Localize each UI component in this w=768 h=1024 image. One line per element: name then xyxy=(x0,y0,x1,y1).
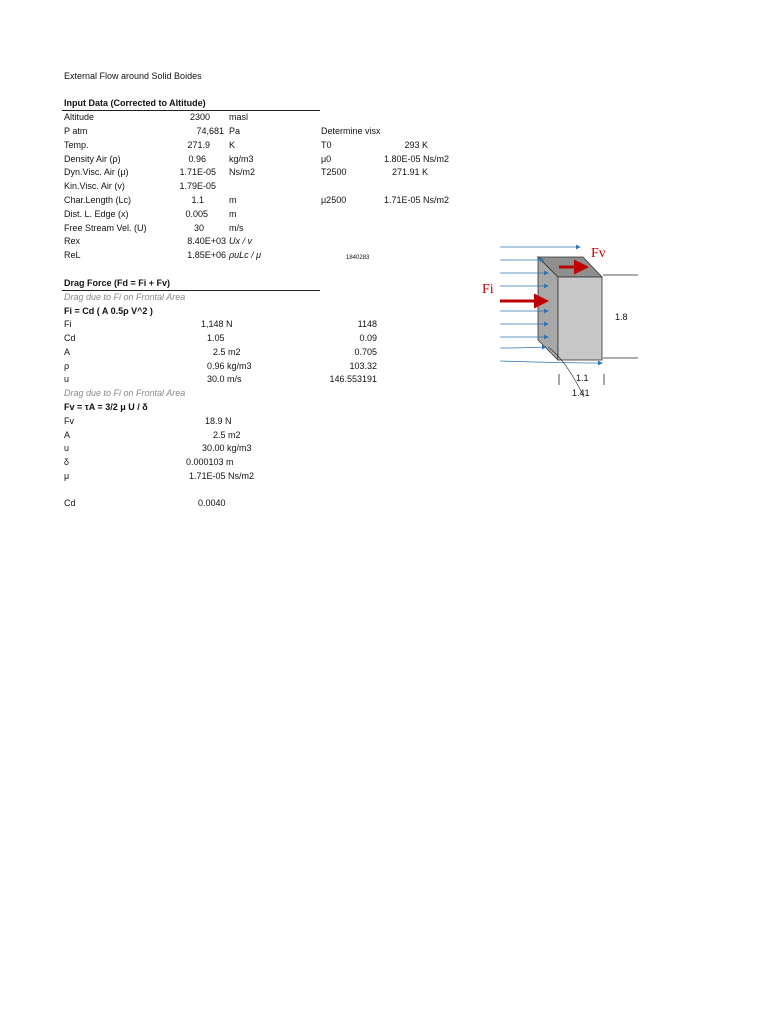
input-unit: m xyxy=(229,195,237,205)
cd-final-label: Cd xyxy=(64,498,76,508)
input-unit: Ns/m2 xyxy=(229,167,256,177)
box-front xyxy=(558,277,602,360)
fi-label: Cd xyxy=(64,333,76,343)
input-unit: Pa xyxy=(229,126,241,136)
drag-rule xyxy=(62,290,320,291)
input-label: Density Air (ρ) xyxy=(64,154,121,164)
input-unit: m xyxy=(229,209,237,219)
input-value: 2300 xyxy=(189,112,210,122)
fi-label: Fi xyxy=(64,319,72,329)
fv-value: 0.000103 m xyxy=(186,457,234,467)
fv-label: u xyxy=(64,443,70,453)
fv-label: δ xyxy=(64,457,70,467)
input-value: 1.85E+06 xyxy=(187,250,226,260)
width2-label: 1.41 xyxy=(572,388,590,398)
fi-value: 1,148 N xyxy=(201,319,233,329)
header-rule xyxy=(62,110,320,111)
fi-value: 0.96 kg/m3 xyxy=(207,361,252,371)
input-label: Dist. L. Edge (x) xyxy=(64,209,129,219)
width-label: 1.1 xyxy=(576,373,589,383)
input-value: 271.9 xyxy=(187,140,210,150)
fv-value: 18.9 N xyxy=(205,416,232,426)
input-value: 30 xyxy=(193,223,204,233)
fv-value: 1.71E-05 Ns/m2 xyxy=(189,471,255,481)
fi-label: ρ xyxy=(64,361,70,371)
input-label: Dyn.Visc. Air (μ) xyxy=(64,167,129,177)
fv-subtitle: Drag due to Fi on Frontal Area xyxy=(64,388,186,398)
fv-formula: Fv = τA = 3/2 μ U / δ xyxy=(64,402,148,412)
input-value: 1.79E-05 xyxy=(179,181,216,191)
fv-label: μ xyxy=(64,471,70,481)
visc-label: μ2500 xyxy=(321,195,347,205)
visc-value: 271.91 K xyxy=(391,167,428,177)
input-value: 1.1 xyxy=(191,195,204,205)
visc-label: T2500 xyxy=(321,167,347,177)
input-label: P atm xyxy=(64,126,88,136)
visc-value: 1.80E-05 Ns/m2 xyxy=(384,154,450,164)
fi-side-value: 0.09 xyxy=(359,333,377,343)
input-unit: Ux / v xyxy=(229,236,253,246)
fv-label: Fv xyxy=(64,416,74,426)
input-label: Kin.Visc. Air (v) xyxy=(64,181,125,191)
fi-formula: Fi = Cd ( A 0.5ρ V^2 ) xyxy=(64,306,153,316)
input-unit: m/s xyxy=(229,223,244,233)
fv-value: 2.5 m2 xyxy=(213,430,241,440)
input-header: Input Data (Corrected to Altitude) xyxy=(64,98,206,108)
input-value: 0.96 xyxy=(188,154,206,164)
fv-label: A xyxy=(64,430,71,440)
input-value: 74,681 xyxy=(196,126,224,136)
visc-value: 293 K xyxy=(404,140,428,150)
input-unit: masl xyxy=(229,112,249,122)
input-unit: K xyxy=(229,140,236,150)
fi-side-value: 1148 xyxy=(357,319,377,329)
input-label: Free Stream Vel. (U) xyxy=(64,223,147,233)
small-number: 1840283 xyxy=(346,255,370,261)
input-value: 0.005 xyxy=(185,209,208,219)
fv-diagram-label: Fv xyxy=(591,246,606,261)
flow-arrow xyxy=(500,347,546,348)
fi-side-value: 146.553191 xyxy=(329,374,377,384)
visc-label: T0 xyxy=(321,140,332,150)
input-label: Temp. xyxy=(64,140,89,150)
fi-value: 2.5 m2 xyxy=(213,347,241,357)
fi-value: 1.05 xyxy=(207,333,225,343)
input-label: Rex xyxy=(64,236,81,246)
fi-subtitle: Drag due to Fi on Frontal Area xyxy=(64,292,186,302)
visc-header: Determine visx xyxy=(321,126,381,136)
input-label: Altitude xyxy=(64,112,95,122)
page-title: External Flow around Solid Boides xyxy=(64,71,202,81)
flow-arrow-bottom xyxy=(500,361,602,363)
drag-header: Drag Force (Fd = Fi + Fv) xyxy=(64,278,171,288)
fi-label: u xyxy=(64,374,70,384)
fi-diagram-label: Fi xyxy=(482,282,494,297)
fi-label: A xyxy=(64,347,71,357)
input-value: 8.40E+03 xyxy=(187,236,226,246)
input-unit: kg/m3 xyxy=(229,154,254,164)
fi-side-value: 0.705 xyxy=(354,347,377,357)
visc-label: μ0 xyxy=(321,154,332,164)
cd-final-value: 0.0040 xyxy=(198,498,226,508)
fi-side-value: 103.32 xyxy=(349,361,377,371)
input-value: 1.71E-05 xyxy=(179,167,216,177)
fi-value: 30.0 m/s xyxy=(207,374,242,384)
input-label: Char.Length (Lc) xyxy=(64,195,132,205)
visc-value: 1.71E-05 Ns/m2 xyxy=(384,195,450,205)
input-unit: ρuLc / μ xyxy=(229,250,262,260)
input-label: ReL xyxy=(64,250,81,260)
fv-value: 30.00 kg/m3 xyxy=(202,443,252,453)
height-label: 1.8 xyxy=(615,312,628,322)
